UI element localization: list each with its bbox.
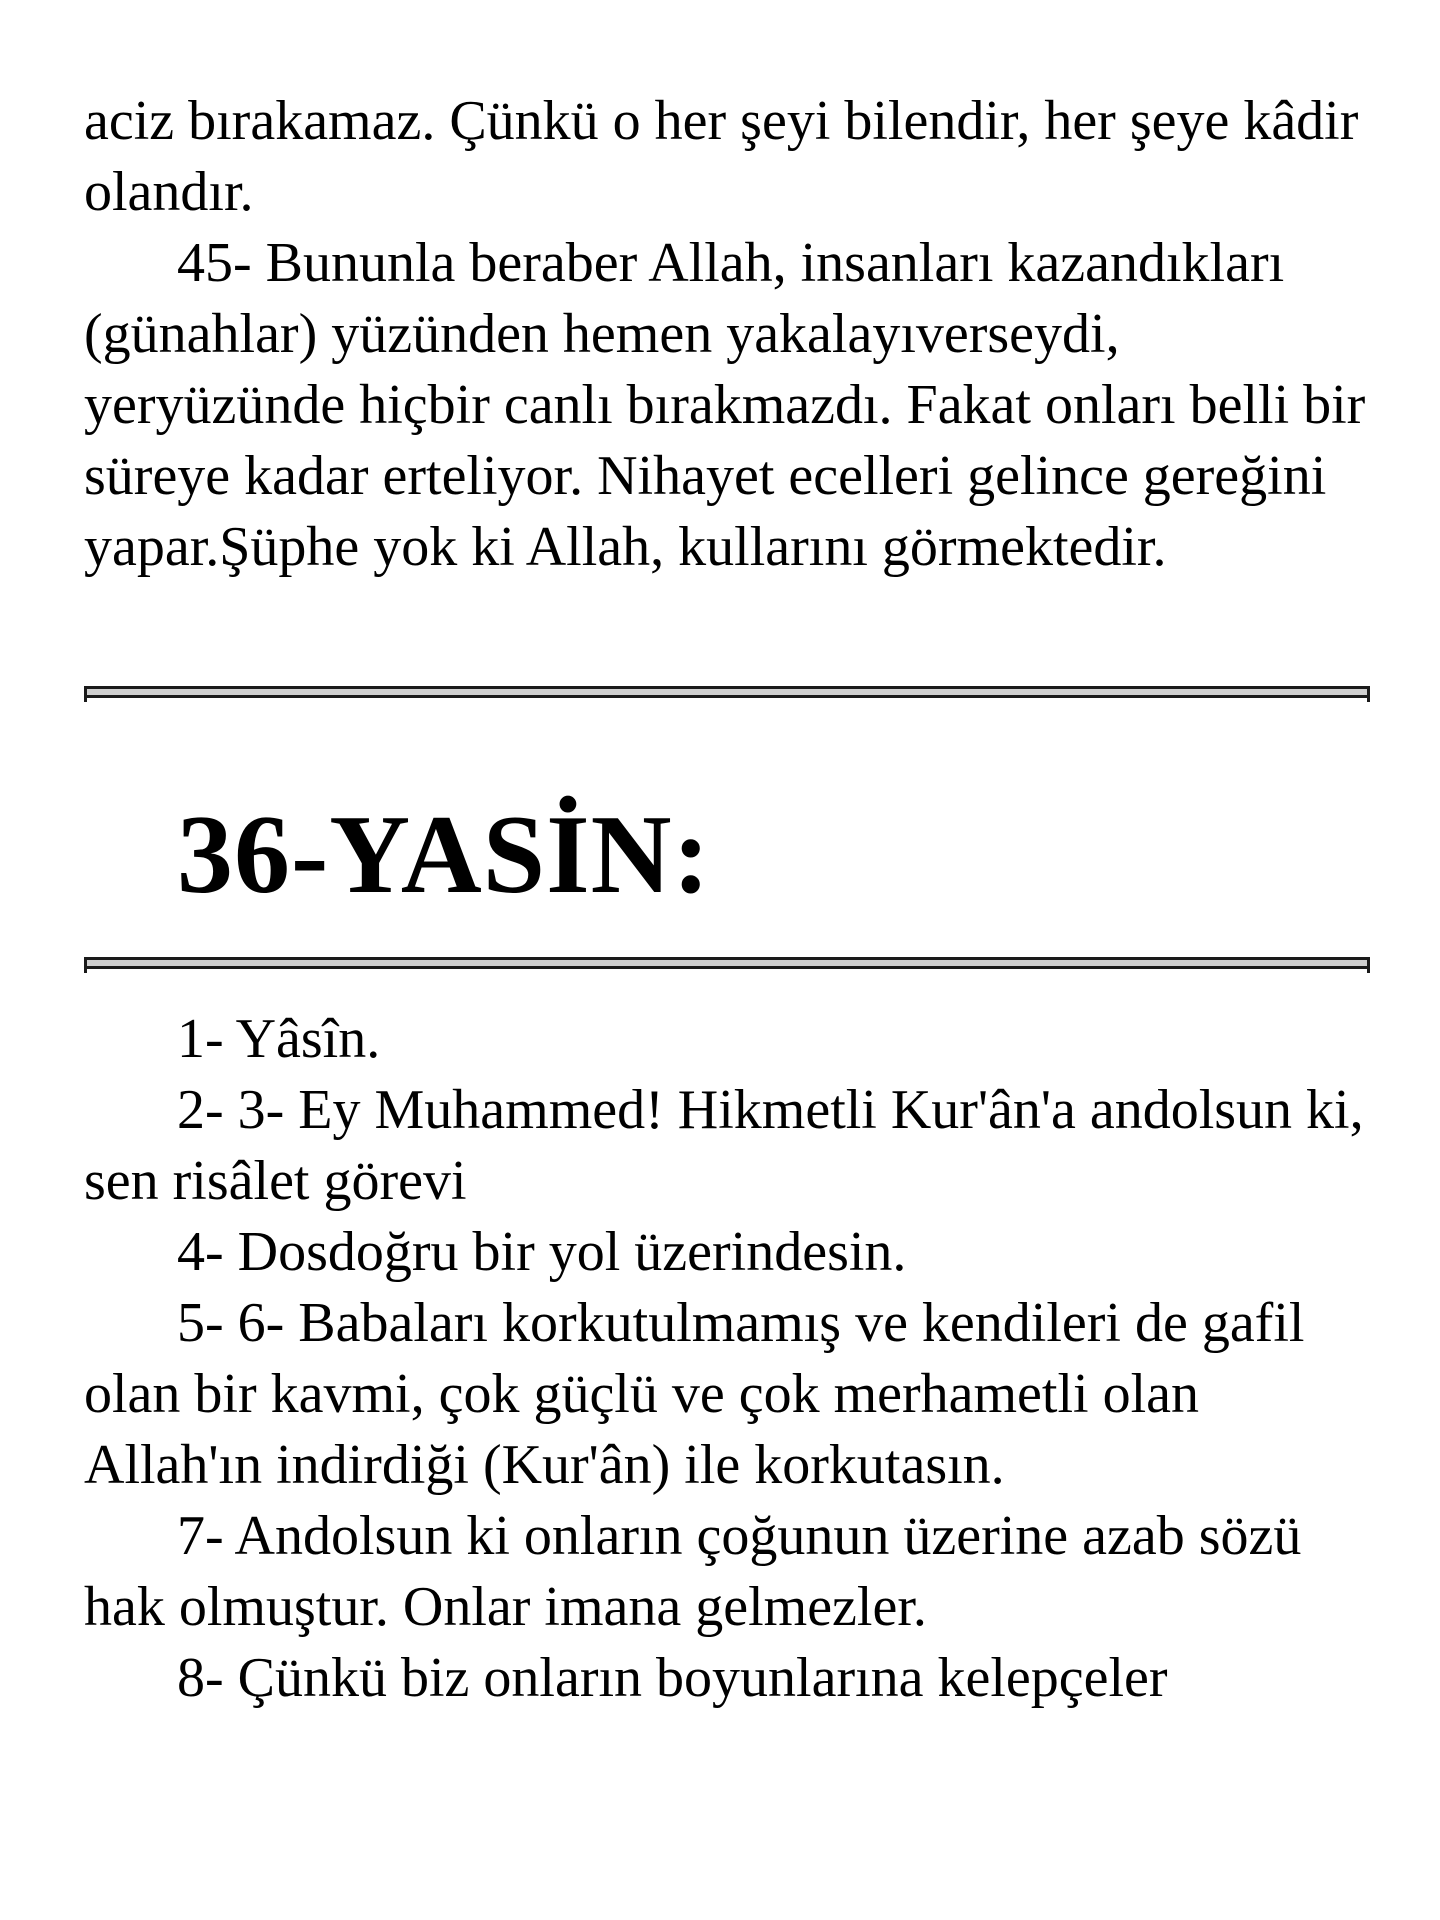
verse-4: 4- Dosdoğru bir yol üzerindesin.: [177, 1221, 907, 1283]
verses-block: [84, 1004, 1380, 1714]
section-divider-top: [84, 686, 1370, 698]
verse-45: 45- Bununla beraber Allah, insanları kazandıkları (günahlar) yüzünden hemen yakalayıverseydi, yeryüzünde hiçbir canlı bırakmazdı. Fakat onları belli bir süreye kadar erteliyor. Nihayet ecelleri gelince gereğini yapar.Şüphe yok ki Allah, kullarını görmektedir.: [84, 232, 1380, 578]
verse-7: 7- Andolsun ki onların çoğunun üzerine azab sözü hak olmuştur. Onlar imana gelmezler.: [84, 1505, 1316, 1638]
verse-8: 8- Çünkü biz onların boyunlarına kelepçeler: [177, 1647, 1168, 1709]
verse-1: 1- Yâsîn.: [177, 1008, 381, 1070]
section-divider-bottom: [84, 957, 1370, 969]
paragraph-continuation: aciz bırakamaz. Çünkü o her şeyi bilendir, her şeye kâdir olandır.: [84, 90, 1373, 223]
top-text-block: [84, 86, 1380, 583]
verse-5-6: 5- 6- Babaları korkutulmamış ve kendileri de gafil olan bir kavmi, çok güçlü ve çok merhametli olan Allah'ın indirdiği (Kur'ân) ile korkutasın.: [84, 1292, 1319, 1496]
verse-2-3: 2- 3- Ey Muhammed! Hikmetli Kur'ân'a andolsun ki, sen risâlet görevi: [84, 1079, 1378, 1212]
surah-heading: 36-YASİN:: [177, 793, 711, 917]
